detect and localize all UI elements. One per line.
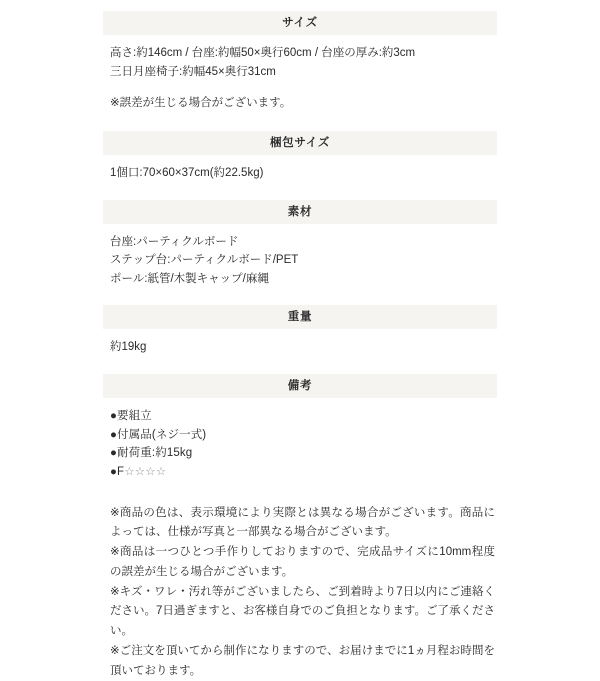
remark-bullet: ●要組立 [110, 407, 497, 426]
spec-line: ステップ台:パーティクルボード/PET [110, 251, 497, 270]
spec-line: 約19kg [110, 338, 497, 357]
spec-line: ポール:紙管/木製キャップ/麻縄 [110, 270, 497, 289]
star-outline-icon: ☆☆☆☆ [124, 466, 166, 478]
section-material [103, 200, 497, 289]
remark-formaldehyde-rating [110, 463, 497, 482]
spacer [110, 81, 497, 94]
spec-line: 三日月座椅子:約幅45×奥行31cm [110, 63, 497, 82]
remark-bullet: ●付属品(ネジ一式) [110, 426, 497, 445]
section-heading-size: サイズ [103, 11, 497, 35]
remark-bullet-marker: ●F [110, 466, 124, 478]
section-body-material [103, 224, 497, 289]
spec-line: 1個口:70×60×37cm(約22.5kg) [110, 164, 497, 183]
section-weight [103, 305, 497, 357]
disclaimer-note: ※商品の色は、表示環境により実際とは異なる場合がございます。商品によっては、仕様が写真と一部異なる場合がございます。 [110, 504, 495, 544]
section-heading-packaging-size: 梱包サイズ [103, 131, 497, 155]
product-spec-sheet [103, 0, 497, 681]
section-body-size [103, 35, 497, 113]
size-tolerance-note: ※誤差が生じる場合がございます。 [110, 94, 497, 113]
disclaimer-note: ※ご注文を頂いてから制作になりますので、お届けまでに1ヵ月程お時間を頂いております。 [110, 642, 495, 681]
section-body-packaging-size [103, 155, 497, 183]
section-packaging-size [103, 131, 497, 183]
footer-disclaimer-notes [103, 482, 497, 681]
remark-bullet: ●耐荷重:約15kg [110, 444, 497, 463]
section-heading-remarks: 備考 [103, 374, 497, 398]
spec-line: 台座:パーティクルボード [110, 233, 497, 252]
section-body-weight [103, 329, 497, 357]
section-heading-material: 素材 [103, 200, 497, 224]
section-remarks [103, 374, 497, 482]
section-size [103, 11, 497, 113]
disclaimer-note: ※商品は一つひとつ手作りしておりますので、完成品サイズに10mm程度の誤差が生じる場合がございます。 [110, 543, 495, 583]
section-body-remarks [103, 398, 497, 482]
spec-line: 高さ:約146cm / 台座:約幅50×奥行60cm / 台座の厚み:約3cm [110, 44, 497, 63]
section-heading-weight: 重量 [103, 305, 497, 329]
disclaimer-note: ※キズ・ワレ・汚れ等がございましたら、ご到着時より7日以内にご連絡ください。7日過ぎますと、お客様自身でのご負担となります。ご了承ください。 [110, 583, 495, 642]
